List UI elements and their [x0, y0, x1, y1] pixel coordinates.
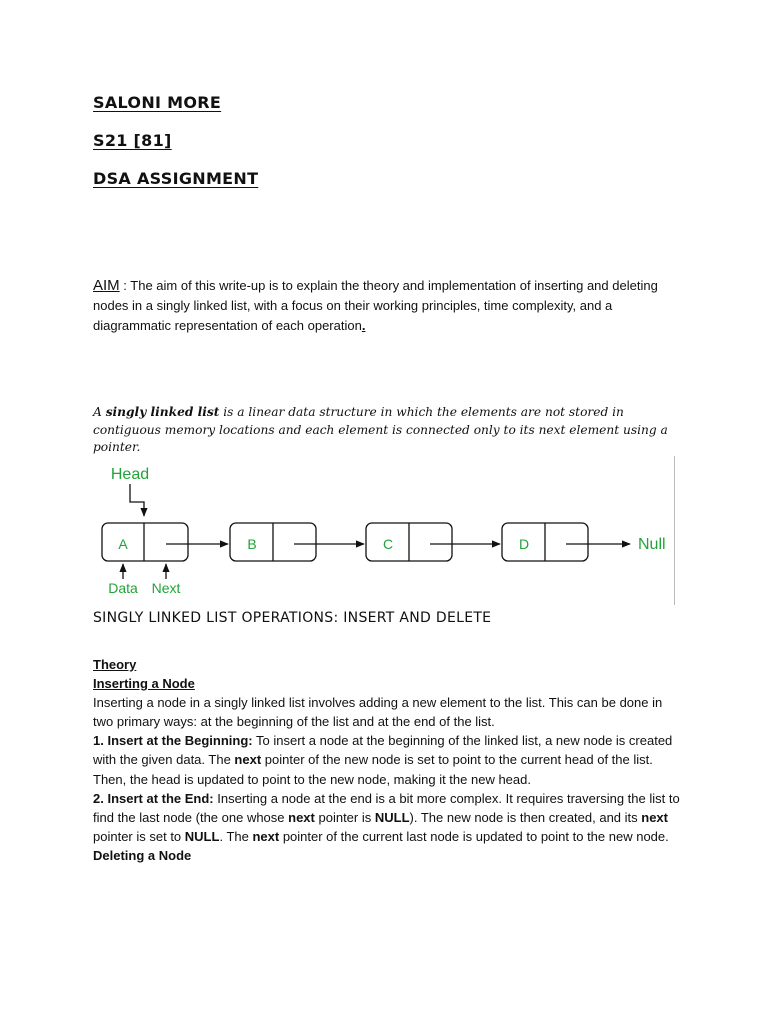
aim-text: The aim of this write-up is to explain the theory and implementation of inserting and deleting nodes in a singly linked list, with a focus on their working principles, time complexity, and a diagrammatic representation of each operation: [93, 278, 658, 333]
theory-heading: Theory: [93, 657, 137, 672]
text-run: pointer is set to: [93, 828, 185, 844]
aim-label: AIM: [93, 277, 120, 294]
node-a: [102, 523, 188, 561]
operations-title: SINGLY LINKED LIST OPERATIONS: INSERT AND DELETE: [93, 610, 492, 626]
keyword-null: NULL: [374, 809, 410, 825]
insert-intro: Inserting a node in a singly linked list involves adding a new element to the list. This can be done in two primary ways: at the beginning of the list and at the end of the list.: [93, 695, 663, 730]
keyword-next: next: [288, 809, 315, 825]
aim-separator: :: [119, 278, 131, 293]
node-c: [366, 523, 452, 561]
next-field-label: Next: [151, 580, 181, 596]
intro-term: singly linked list: [105, 405, 220, 419]
head-pointer-arrow: [130, 484, 144, 516]
delete-heading: Deleting a Node: [93, 847, 192, 863]
node-b: [230, 523, 316, 561]
intro-post: is a linear data structure in which the elements are not stored in contiguous memory locations and each element is connected only to its next element using a pointer.: [93, 405, 668, 454]
text-run: pointer of the current last node is updated to point to the new node.: [279, 828, 669, 844]
node-d: [502, 523, 588, 561]
author-name: SALONI MORE: [93, 93, 222, 112]
node-data-a: A: [118, 536, 128, 552]
insert-end-label: 2. Insert at the End:: [93, 790, 214, 806]
node-data-b: B: [247, 536, 257, 552]
null-label: Null: [638, 536, 666, 553]
linked-list-diagram: [92, 456, 682, 602]
head-label: Head: [110, 466, 150, 483]
node-data-d: D: [518, 536, 530, 552]
data-field-label: Data: [108, 580, 138, 596]
insert-beginning-label: 1. Insert at the Beginning:: [93, 733, 253, 749]
insert-end-paragraph: [93, 789, 683, 846]
intro-pre: A: [93, 405, 106, 419]
insert-heading: Inserting a Node: [93, 676, 195, 692]
text-run: To insert a node at the beginning of the linked list, a new node is created with the given data. The: [93, 733, 673, 768]
intro-paragraph: [93, 404, 683, 457]
text-run: . The: [219, 828, 253, 844]
aim-paragraph: [93, 276, 683, 336]
keyword-next: next: [641, 809, 668, 825]
insert-beginning-paragraph: [93, 731, 683, 788]
page-edge-rule: [674, 456, 675, 605]
roll-number: S21 [81]: [93, 131, 172, 150]
text-run: pointer is: [314, 809, 375, 825]
keyword-next: next: [252, 828, 280, 844]
assignment-title: DSA ASSIGNMENT: [93, 169, 259, 188]
node-data-c: C: [382, 536, 394, 552]
aim-end-dot: .: [361, 318, 366, 333]
theory-section: [93, 655, 683, 865]
text-run: ). The new node is then created, and its: [409, 809, 642, 825]
keyword-null: NULL: [184, 828, 220, 844]
keyword-next: next: [234, 752, 262, 768]
text-run: pointer of the new node is set to point to the current head of the list. Then, the head is updated to point to the new node, making it the new head.: [93, 752, 653, 787]
text-run: Inserting a node at the end is a bit more complex. It requires traversing the list to find the last node (the one whose: [93, 790, 680, 825]
node-box: [102, 523, 188, 561]
